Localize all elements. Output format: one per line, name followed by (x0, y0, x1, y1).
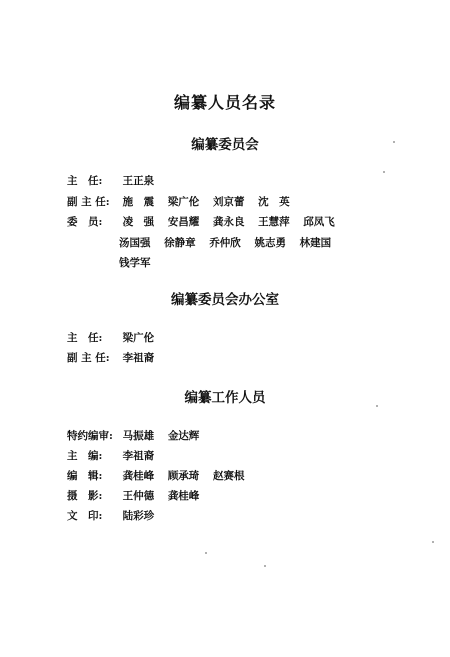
committee-member-name: 乔仲欣 (209, 237, 241, 249)
office-director-row (67, 330, 164, 345)
committee-deputy-name: 刘京蕾 (212, 196, 245, 208)
committee-deputy-name: 沈 英 (258, 196, 290, 208)
committee-member-name: 汤国强 (119, 237, 151, 249)
page-title: 编纂人员名录 (173, 93, 276, 112)
office-deputy-name: 李祖裔 (122, 352, 155, 364)
committee-member-name: 邱凤飞 (303, 216, 335, 228)
committee-member-name: 钱学军 (119, 257, 151, 269)
special-editor-row (67, 428, 209, 443)
office-director-name: 梁广伦 (122, 332, 155, 344)
chief-editor-row (67, 448, 164, 463)
scan-speck (393, 141, 395, 143)
committee-member-name: 林建国 (299, 237, 332, 249)
committee-deputy-name: 施 震 (122, 196, 155, 208)
staff-heading: 编纂工作人员 (184, 390, 266, 406)
office-director-label: 主 任: (67, 332, 103, 344)
editors-label: 编 辑: (67, 470, 103, 482)
committee-member-name: 徐静章 (164, 237, 196, 249)
special-editor-label: 特约编审: (67, 430, 113, 442)
committee-deputy-name: 梁广伦 (167, 196, 200, 208)
committee-members-row-2 (119, 235, 341, 250)
editor-name: 赵赛根 (212, 470, 245, 482)
editor-name: 龚桂峰 (122, 470, 155, 482)
scan-speck (376, 405, 378, 407)
office-heading: 编纂委员会办公室 (171, 292, 279, 308)
committee-director-row (67, 173, 164, 188)
committee-members-row-3 (119, 255, 161, 270)
committee-member-name: 安昌耀 (167, 216, 200, 228)
editor-name: 顾承琦 (167, 470, 200, 482)
committee-director-name: 王正泉 (122, 175, 155, 187)
scan-speck (383, 171, 385, 173)
chief-editor-name: 李祖裔 (122, 450, 155, 462)
chief-editor-label: 主 编: (67, 450, 103, 462)
special-editor-name: 马振雄 (122, 430, 155, 442)
committee-deputy-row (67, 194, 300, 209)
committee-member-name: 姚志勇 (254, 237, 286, 249)
committee-members-label: 委 员: (67, 216, 103, 228)
committee-member-name: 龚永良 (212, 216, 245, 228)
photography-label: 摄 影: (67, 490, 103, 502)
committee-director-label: 主 任: (67, 175, 103, 187)
office-deputy-row (67, 350, 164, 365)
typing-row (67, 508, 164, 523)
photographer-name: 龚桂峰 (167, 490, 200, 502)
special-editor-name: 金达辉 (167, 430, 200, 442)
committee-heading: 编纂委员会 (191, 137, 259, 153)
committee-member-name: 王慧萍 (258, 216, 290, 228)
committee-members-row (67, 214, 345, 229)
typing-label: 文 印: (67, 510, 103, 522)
typist-name: 陆彩珍 (122, 510, 155, 522)
scan-speck (205, 552, 207, 554)
scan-speck (432, 541, 434, 543)
photographer-name: 王仲德 (122, 490, 155, 502)
committee-deputy-label: 副 主 任: (67, 196, 110, 208)
committee-member-name: 凌 强 (122, 216, 155, 228)
office-deputy-label: 副 主 任: (67, 352, 110, 364)
scan-speck (264, 565, 266, 567)
photography-row (67, 488, 209, 503)
editors-row (67, 468, 254, 483)
